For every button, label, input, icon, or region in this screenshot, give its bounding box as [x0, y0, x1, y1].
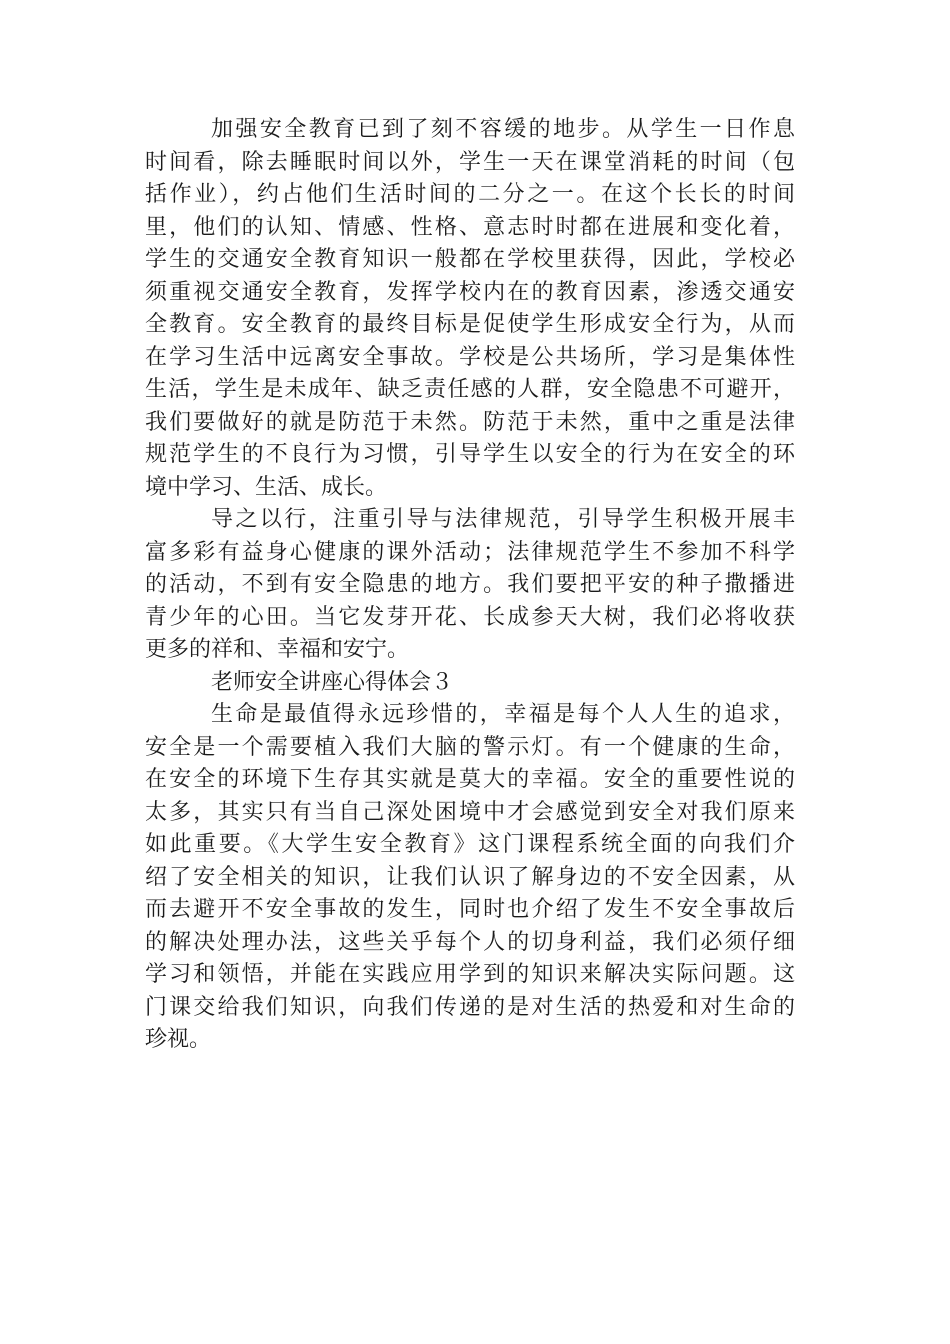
paragraph-line: 富多彩有益身心健康的课外活动；法律规范学生不参加不科学: [145, 539, 795, 565]
paragraph-line: 如此重要。《大学生安全教育》这门课程系统全面的向我们介: [145, 832, 795, 857]
paragraph-line: 的活动，不到有安全隐患的地方。我们要把平安的种子撒播进: [145, 572, 795, 597]
paragraph-line: 括作业），约占他们生活时间的二分之一。在这个长长的时间: [145, 182, 795, 207]
paragraph-line: 学生的交通安全教育知识一般都在学校里获得，因此，学校必: [145, 247, 795, 272]
paragraph-line: 而去避开不安全事故的发生，同时也介绍了发生不安全事故后: [145, 897, 795, 922]
paragraph-line: 安全是一个需要植入我们大脑的警示灯。有一个健康的生命，: [145, 734, 795, 760]
paragraph-line: 珍视。: [145, 1027, 212, 1052]
paragraph-line: 里，他们的认知、情感、性格、意志时时都在进展和变化着，: [145, 214, 795, 240]
paragraph-line: 境中学习、生活、成长。: [145, 474, 388, 500]
paragraph-line: 生活，学生是未成年、缺乏责任感的人群，安全隐患不可避开，: [145, 377, 795, 402]
paragraph-line: 时间看，除去睡眠时间以外，学生一天在课堂消耗的时间（包: [145, 149, 795, 175]
paragraph-line: 加强安全教育已到了刻不容缓的地步。从学生一日作息: [211, 117, 795, 142]
paragraph-line: 门课交给我们知识，向我们传递的是对生活的热爱和对生命的: [145, 994, 795, 1020]
document-body: [145, 114, 795, 1057]
paragraph-line: 导之以行，注重引导与法律规范，引导学生积极开展丰: [211, 507, 795, 532]
section-heading: 老师安全讲座心得体会３: [211, 669, 454, 695]
paragraph-line: 在学习生活中远离安全事故。学校是公共场所，学习是集体性: [145, 344, 795, 370]
paragraph-line: 学习和领悟，并能在实践应用学到的知识来解决实际问题。这: [145, 962, 795, 987]
paragraph-line: 我们要做好的就是防范于未然。防范于未然，重中之重是法律: [145, 409, 795, 435]
paragraph-line: 更多的祥和、幸福和安宁。: [145, 637, 410, 662]
paragraph-line: 绍了安全相关的知识，让我们认识了解身边的不安全因素，从: [145, 864, 795, 890]
paragraph-line: 生命是最值得永远珍惜的，幸福是每个人人生的追求，: [211, 702, 795, 727]
paragraph-line: 须重视交通安全教育，发挥学校内在的教育因素，渗透交通安: [145, 279, 795, 305]
paragraph-line: 的解决处理办法，这些关乎每个人的切身利益，我们必须仔细: [145, 929, 795, 955]
paragraph-line: 规范学生的不良行为习惯，引导学生以安全的行为在安全的环: [145, 442, 795, 467]
paragraph-line: 青少年的心田。当它发芽开花、长成参天大树，我们必将收获: [145, 604, 795, 630]
paragraph-line: 在安全的环境下生存其实就是莫大的幸福。安全的重要性说的: [145, 767, 795, 792]
paragraph-line: 太多，其实只有当自己深处困境中才会感觉到安全对我们原来: [145, 799, 795, 825]
paragraph-line: 全教育。安全教育的最终目标是促使学生形成安全行为，从而: [145, 312, 795, 337]
